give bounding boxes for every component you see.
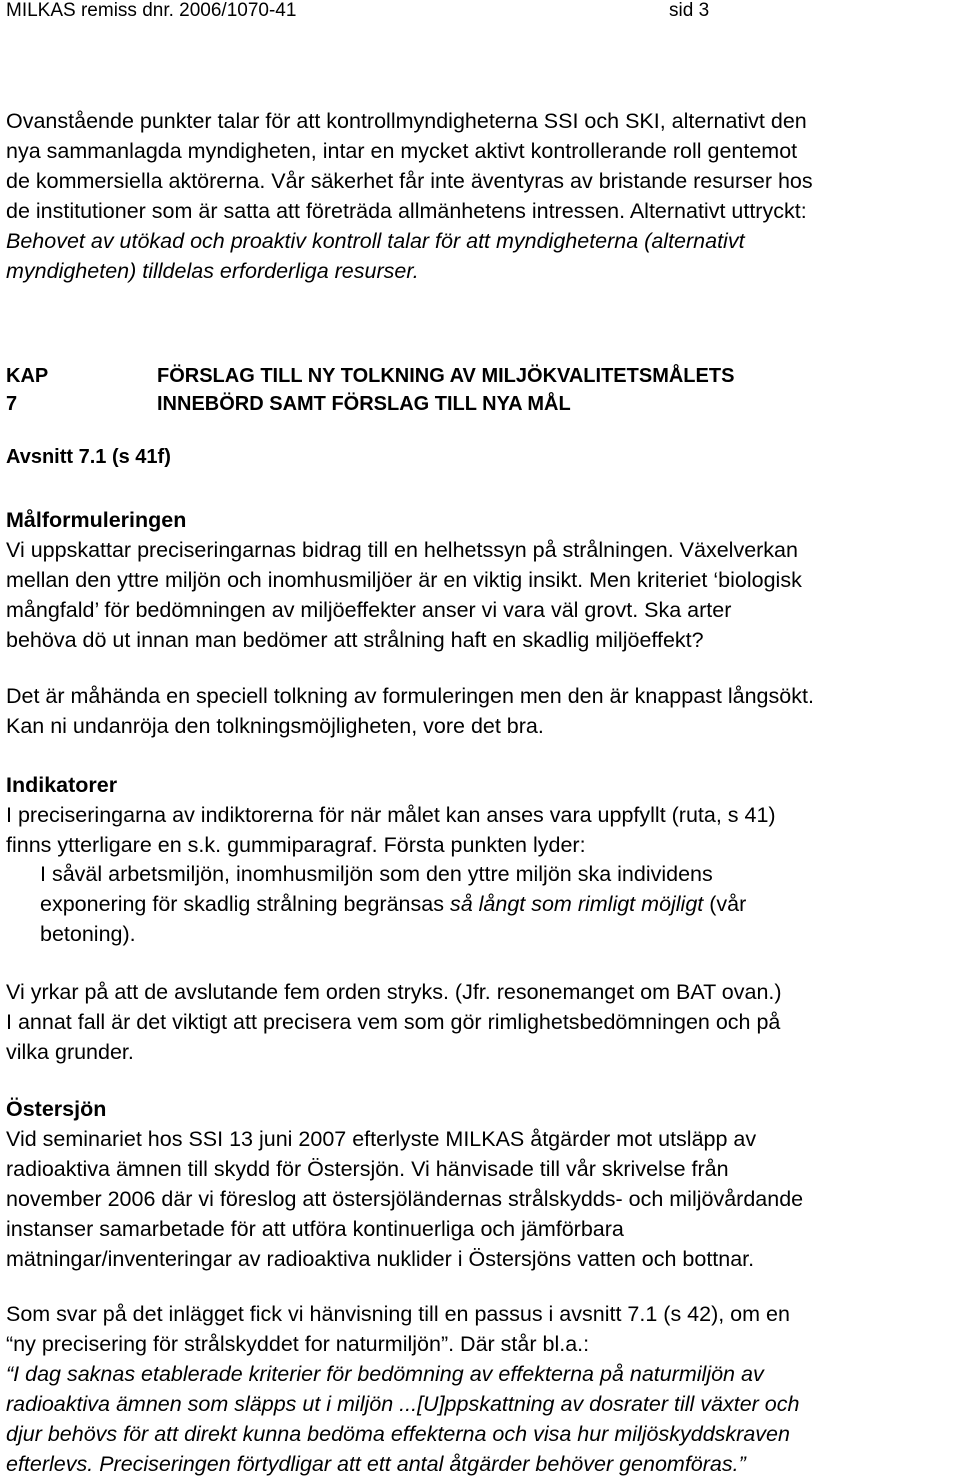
indikatorer-section: Indikatorer I preciseringarna av indiktorerna för när målet kan anses vara uppfyllt (ruta, s 41) finns ytterligare en s.k. gummiparagraf. Första punkten lyder:	[6, 770, 956, 860]
page-number: sid 3	[669, 0, 710, 21]
chapter-title: FÖRSLAG TILL NY TOLKNING AV MILJÖKVALITETSMÅLETS INNEBÖRD SAMT FÖRSLAG TILL NYA MÅL	[157, 365, 735, 415]
indikatorer-quote: I såväl arbetsmiljön, inomhusmiljön som den yttre miljön ska individens exponering för skadlig strålning begränsas så långt som rimligt möjligt (vår betoning).	[40, 862, 747, 946]
document-reference: MILKAS remiss dnr. 2006/1070-41	[6, 0, 297, 21]
ostersjon-heading: Östersjön	[6, 1097, 107, 1121]
indikatorer-heading: Indikatorer	[6, 773, 118, 797]
malformuleringen-heading: Målformuleringen	[6, 508, 187, 532]
page-header	[0, 0, 960, 28]
malformuleringen-paragraph-2: Det är måhända en speciell tolkning av formuleringen men den är knappast långsökt. Kan ni undanröja den tolkningsmöjligheten, vore det bra.	[6, 684, 814, 738]
indikatorer-paragraph-2: Vi yrkar på att de avslutande fem orden stryks. (Jfr. resonemanget om BAT ovan.) I annat fall är det viktigt att precisera vem som gör rimlighetsbedömningen och på vilka grunder.	[6, 980, 782, 1064]
ostersjon-paragraph-2: Som svar på det inlägget fick vi hänvisning till en passus i avsnitt 7.1 (s 42), om en “ny precisering för strålskyddet for naturmiljön”. Där står bl.a.: “I dag saknas etablerade kriterier för bedömning av effekterna på naturmiljön av radioaktiva ämnen som släpps ut i miljön ...[U]ppskattning av dosrater till växter och djur behövs för att direkt kunna bedöma effekterna och visa hur miljöskyddskraven efterlevs. Preciseringen förtydligar att ett antal åtgärder behöver genomföras.”	[6, 1302, 800, 1476]
chapter-number: KAP 7	[6, 365, 48, 415]
section-heading: Avsnitt 7.1 (s 41f)	[6, 446, 171, 468]
malformuleringen-section: Målformuleringen Vi uppskattar preciseringarnas bidrag till en helhetssyn på strålningen. Växelverkan mellan den yttre miljön och inomhusmiljöer är en viktig insikt. Men kriteriet ‘biologisk mångfald’ för bedömningen av miljöeffekter anser vi vara väl grovt. Ska arter behöva dö ut innan man bedömer att strålning haft en skadlig miljöeffekt?	[6, 505, 956, 655]
ostersjon-section: Östersjön Vid seminariet hos SSI 13 juni 2007 efterlyste MILKAS åtgärder mot utsläpp av radioaktiva ämnen till skydd för Östersjön. Vi hänvisade till vår skrivelse från november 2006 där vi föreslog att östersjöländernas strålskydds- och miljövårdande instanser samarbetade för att utföra kontinuerliga och jämförbara mätningar/inventeringar av radioaktiva nuklider i Östersjöns vatten och bottnar.	[6, 1094, 956, 1274]
intro-paragraph: Ovanstående punkter talar för att kontrollmyndigheterna SSI och SKI, alternativt den nya sammanlagda myndigheten, intar en mycket aktivt kontrollerande roll gentemot de kommersiella aktörerna. Vår säkerhet får inte äventyras av bristande resurser hos de institutioner som är satta att företräda allmänhetens intressen. Alternativt uttryckt: Behovet av utökad och proaktiv kontroll talar för att myndigheterna (alternativt myndigheten) tilldelas erforderliga resurser.	[6, 109, 813, 283]
